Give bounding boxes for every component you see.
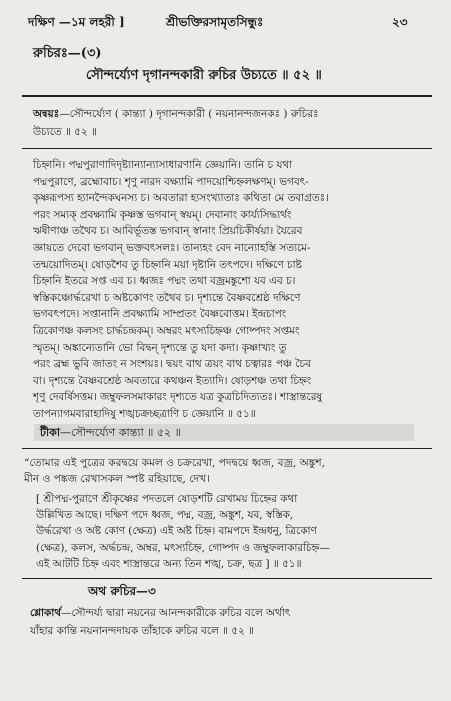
- subheading: অথ রুচির—৩: [88, 584, 156, 598]
- bracket-note-line: [ শ্রীপদ্ম-পুরাণে শ্রীকৃষ্ণের পদতলে ষোড়শটি রেখাময় চিহ্নের কথা: [36, 493, 298, 505]
- closing-line-2: যাঁহার কান্তি নয়নানন্দদায়ক তাঁহাকে রুচির বলে ॥ ৫২ ॥: [30, 625, 254, 637]
- commentary-line: শৃণু দেবর্ষিসত্তম। জম্বুফলসমাকারং দৃশ্যতে যত্র কুত্রচিদিত্যতঃ। শাস্ত্রান্তরেষু: [33, 391, 323, 404]
- commentary-line: স্বস্তিকঞ্চোর্দ্ধরেখা চ অষ্টকোণং তথৈব চ। দৃশ্যন্তে বৈষ্ণবশ্রেষ্ঠ দক্ষিণে: [33, 291, 301, 304]
- verse: সৌন্দর্য্যেণ দৃগানন্দকারী রুচির উচ্যতে ॥ ৫২ ॥: [86, 68, 322, 83]
- commentary-line: কৃষ্ণরূপস্য হ্যানন্দৈকঘনস্য চ। অবতারা হ্যসংখ্যাতাঃ কথিতা মে তবাগ্রতঃ।: [33, 192, 329, 205]
- commentary-line: পরং ব্রহ্ম ভুবি জাতং ন সংশয়ঃ। দ্বয়ং বাথ ত্রয়ং বাথ চত্বারঃ পঞ্চ চৈব: [33, 358, 311, 371]
- divider-anvaya: [22, 148, 432, 149]
- tika-label: টীকা: [40, 426, 61, 439]
- commentary-line: বা। দৃশ্যন্তে বৈষ্ণবশ্রেষ্ঠ অবতারে কথঞ্চন ইত্যাদি। ষোড়শঞ্চ তথা চিহ্নং: [33, 374, 312, 387]
- anvaya-label: অন্বয়ঃ: [33, 108, 60, 120]
- tika-text: —সৌন্দর্য্যেণ কান্ত্যা ॥ ৫২ ॥: [60, 426, 181, 439]
- closing-label: শ্লোকার্থ: [30, 607, 62, 619]
- bracket-note-line: উল্লিখিত আছে। দক্ষিণ পদে ধ্বজ, পদ্ম, বজ্র, অঙ্কুশ, যব, স্বস্তিক,: [36, 509, 294, 522]
- tika-line: [40, 425, 181, 441]
- commentary-line: ভগবৎপদে। সপ্তানানি প্রবক্ষ্যামি সাম্প্রতং বৈষ্ণবোত্তম। ইন্দ্রচাপং: [33, 308, 287, 321]
- anvaya-text: —সৌন্দর্য্যেণ ( কান্ত্যা ) দৃগানন্দকারী ( নয়নানন্দজনকঃ ) রুচিরঃ: [59, 108, 319, 120]
- anvaya-line-1: [33, 106, 319, 122]
- commentary-line: জ্ঞায়তে দেবো ভগবান্ ভক্তবৎসলঃ। তান্যহং বেদ নান্যোহস্তি সত্যমে-: [33, 241, 311, 254]
- bracket-note-line: উর্দ্ধরেখা ও অষ্ট কোণ (ক্ষেত্র) এই অষ্ট চিহ্ন। বামপদে ইন্দ্রধনু, ত্রিকোণ: [36, 525, 317, 538]
- divider-top: [22, 95, 432, 97]
- commentary-line: পদ্মপুরাণে, ব্রহ্মোবাচ। শৃণু নারদ বক্ষ্যামি পাদয়োশ্চিহ্নলক্ষণম্। ভগবৎ-: [33, 175, 309, 188]
- page-number: ২৩: [392, 15, 408, 29]
- commentary-line: স্মৃতম্। অঙ্কান্যেতানি ভো বিদ্বন্ দৃশ্যন্তে তু যদা কদা। কৃষ্ণাখ্যং তু: [33, 341, 287, 354]
- commentary-line: চিহ্নানি। পদ্মপুরাণাদিদৃষ্ট্যান্যান্যাসাধারণানি জ্ঞেয়ানি। তানি চ যথা: [33, 159, 293, 171]
- commentary-line: পরং সম্যক্ প্রবক্ষ্যামি কৃষ্ণস্ত ভগবান্ স্বয়ম্। দেবানাং কার্য্যসিদ্ধ্যর্থং: [33, 208, 292, 221]
- commentary-line: ঋষীণাঞ্চ তথৈব চ। আবির্ভূতস্ত ভগবান্ স্বানাং প্রিয়চিকীর্ষয়া। যৈরেব: [33, 225, 303, 238]
- bracket-note-block: [36, 491, 436, 572]
- translation-line: “তোমার এই পুত্রের করদ্বয়ে কমল ও চক্ররেখা, পদদ্বয়ে ধ্বজ, বজ্র, অঙ্কুশ,: [24, 457, 326, 469]
- commentary-line: তন্ময়োদিতম্। ষোড়শৈব তু চিহ্নানি ময়া দৃষ্টানি তৎপদে। দক্ষিণে চাষ্ট: [33, 258, 302, 271]
- commentary-line: চিহ্নানি ইতরে সপ্ত এব চ। ধ্বজঃ পদ্মং তথা বজ্রমঙ্কুশো যব এব চ।: [33, 275, 296, 288]
- closing-text: —সৌন্দর্য্য দ্বারা নয়নের আনন্দকারীকে রুচির বলে অর্থাৎ: [61, 607, 291, 619]
- translation-line: মীন ও পঙ্কজ রেখাসকল স্পষ্ট রহিয়াছে, দেখ।: [24, 473, 210, 486]
- commentary-line: ত্রিকোণঞ্চ কলসং চার্দ্ধচন্দ্রকম্। অম্বরং মৎস্যচিহ্নঞ্চ গোষ্পদং সপ্তমং: [33, 324, 300, 337]
- divider-tika: [22, 448, 432, 449]
- commentary-block: [33, 157, 433, 423]
- bracket-note-line: (ক্ষেত্র), কলস, অর্দ্ধচন্দ্র, অম্বর, মৎস্যচিহ্ন, গোষ্পদ ও জম্বুফলাকারচিহ্ন—: [36, 541, 330, 554]
- divider-bottom: [22, 578, 432, 579]
- anvaya-line-2: উচ্যতে ॥ ৫২ ॥: [33, 126, 97, 138]
- header-title: শ্রীভক্তিরসামৃতসিন্ধুঃ: [166, 15, 264, 29]
- translation-block: [24, 455, 434, 487]
- header-chapter: দক্ষিণ —১ম লহরী ]: [28, 15, 125, 29]
- bracket-note-line: এই আটটি চিহ্ন এবং শাস্ত্রান্তরে অন্য তিন শঙ্খ, চক্র, ছত্র ] ॥ ৫১॥: [36, 557, 302, 570]
- section-title: রুচিরঃ—(৩): [33, 46, 102, 61]
- closing-line-1: [30, 605, 290, 621]
- commentary-line: তাপন্যাগমবারাহাদিষু শঙ্খচক্রচ্ছত্রাণি চ জ্ঞেয়ানি ॥ ৫১॥: [33, 407, 256, 420]
